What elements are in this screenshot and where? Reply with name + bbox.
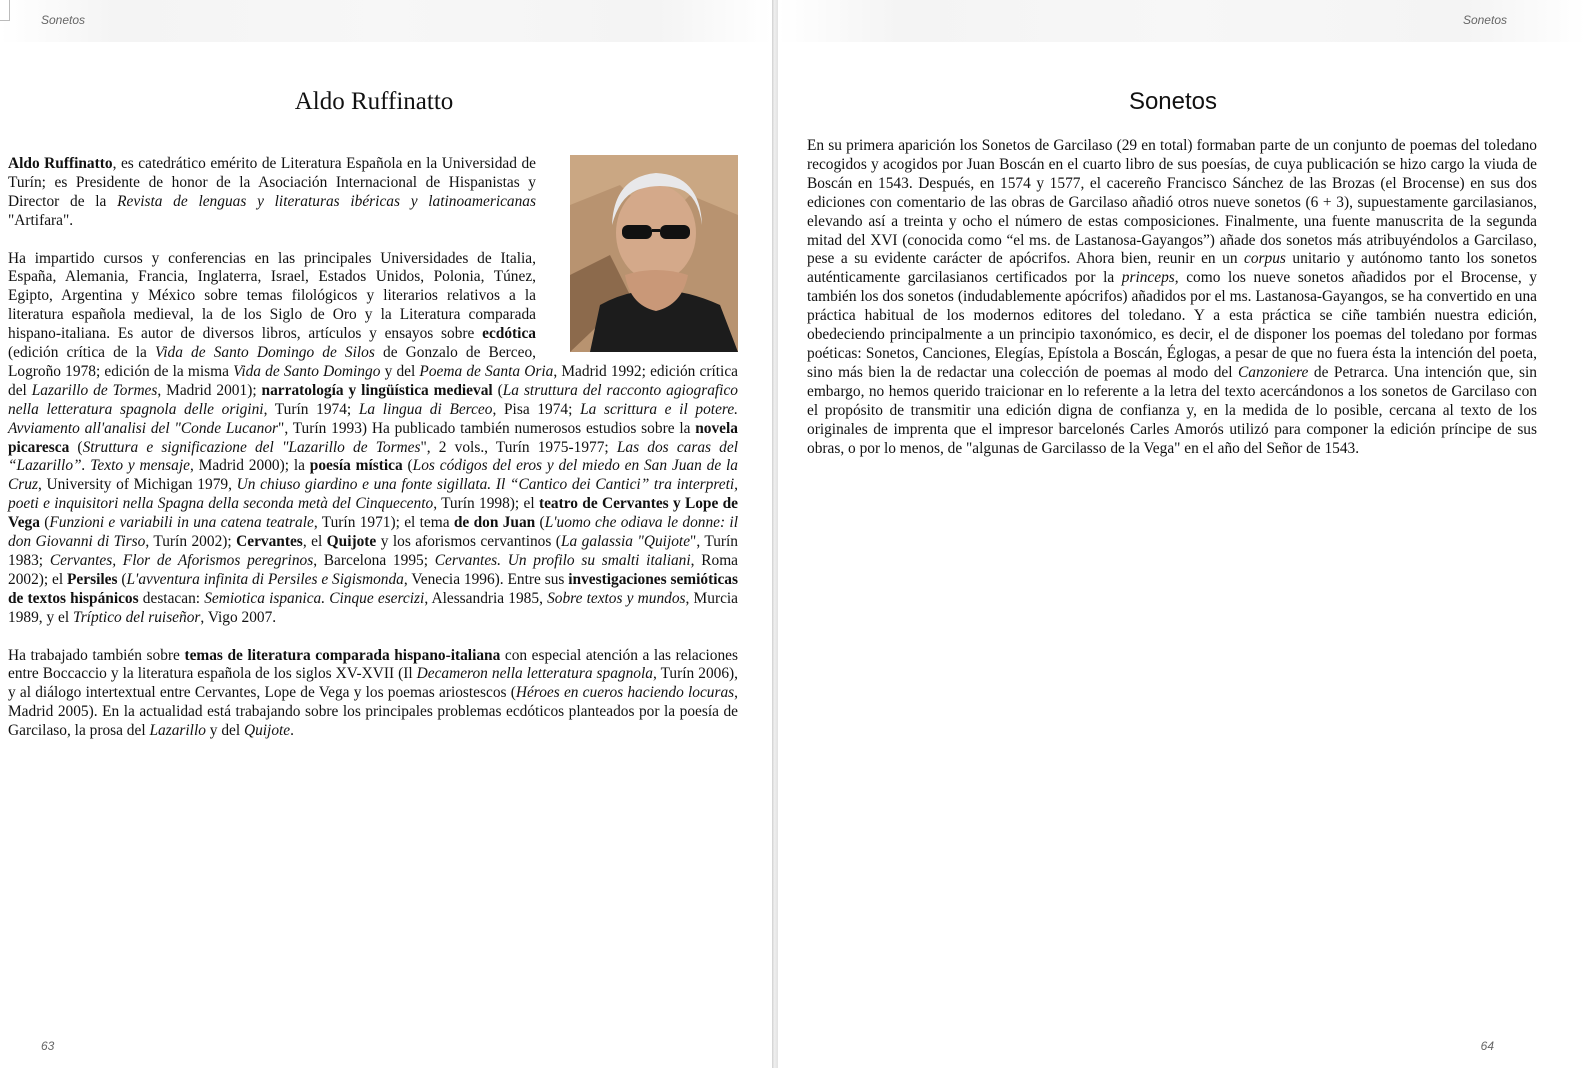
text-run: ( (492, 381, 503, 399)
italic-text: La scrittura e il potere. Avviamento all'analisi del "Conde Lucanor (8, 400, 739, 437)
body-paragraph (8, 647, 738, 742)
text-run: , Roma 2002); el (8, 552, 738, 588)
italic-text: Cervantes, Flor de Aforismos peregrinos (49, 552, 314, 570)
author-portrait-photo (570, 155, 738, 352)
page-title: Aldo Ruffinatto (294, 88, 454, 115)
italic-text: Las dos caras del “Lazarillo”. Texto y mensaje (8, 438, 738, 475)
italic-text: Un chiuso giardino e una fonte sigillata. Il “Cantico dei Cantici” tra interpreti, poeti e inquisitori nella Spagna della seconda metà del Cinquecento (8, 476, 738, 513)
italic-text: L'avventura infinita di Persiles e Sigismonda (126, 570, 404, 588)
bold-text: Persiles (67, 570, 118, 588)
text-run: , University of Michigan 1979, (37, 476, 237, 494)
text-run: "Artifara". (8, 211, 74, 229)
text-run: y del (380, 362, 420, 380)
text-run: y los aforismos cervantinos ( (376, 533, 561, 551)
sonnets-introduction (807, 137, 1537, 458)
bold-text: Quijote (326, 533, 377, 551)
text-run: ( (39, 514, 50, 532)
text-run: ", Turín 1993) Ha publicado también numerosos estudios sobre la (278, 419, 696, 437)
author-biography (8, 155, 738, 741)
italic-text: princeps (1121, 269, 1175, 287)
text-run: . (290, 722, 294, 740)
bold-text: poesía mística (309, 457, 403, 475)
text-run: (edición crítica de la (8, 344, 155, 362)
italic-text: Funzioni e variabili in una catena teatrale (49, 514, 314, 532)
text-run: ( (535, 514, 545, 532)
italic-text: Struttura e significazione del "Lazarillo de Tormes (82, 438, 421, 456)
text-run: ( (402, 457, 413, 475)
italic-text: Poema de Santa Oria (419, 362, 554, 380)
text-run: En su primera aparición los Sonetos de Garcilaso (29 en total) formaban parte de un conjunto de poemas del toledano recogidos y acogidos por Juan Boscán en el cuarto libro de sus poesías, de cuya publicación se hizo cargo la viuda de Boscán en 1543. Después, en 1574 y 1577, el cacereño Francisco Sánchez de las Brozas (el Brocense) en sus dos ediciones con comentario de las obras de Garcilaso añadió otros nueve sonetos (6 + 3), supuestamente garcilasianos, elevando así a treinta y ocho el número de estas composiciones. Finalmente, una fuente manuscrita de la segunda mitad del XVI (conocida como “el ms. de Lastanosa-Gayangos”) añade dos sonetos más atribuyéndolos a Garcilaso, pese a su evidente carácter de apócrifos. Ahora bien, reunir en un (807, 137, 1537, 268)
text-run: , Turín 1971); el tema (313, 514, 454, 532)
text-run: ( (69, 438, 83, 456)
text-run: Ha impartido cursos y conferencias en las principales Universidades de Italia, España, Alemania, Francia, Inglaterra, Israel, Estados Unidos, Polonia, Túnez, Egipto, Argentina y México sobre temas filológicos y literarios relativos a la literatura española medieval, la de los Siglo de Oro y la Literatura comparada hispano-italiana. Es autor de diversos libros, artículos y ensayos sobre (8, 249, 536, 343)
bold-text: de don Juan (453, 514, 536, 532)
text-run: , Barcelona 1995; (313, 552, 435, 570)
text-run: , Madrid 2001); (157, 381, 262, 399)
text-run: , es catedrático emérito de Literatura Española en la Universidad de Turín; es Presidente de honor de la Asociación Internacional de Hispanistas y Director de la (8, 155, 536, 210)
italic-text: Vida de Santo Domingo de Silos (155, 344, 375, 362)
left-page (0, 0, 772, 1068)
bold-text: novela picaresca (8, 419, 738, 456)
right-page (778, 0, 1586, 1068)
italic-text: Decameron nella letteratura spagnola (416, 665, 653, 683)
body-paragraph (807, 137, 1537, 458)
bold-text: narratología y lingüística medieval (261, 381, 493, 399)
running-head: Sonetos (1462, 13, 1507, 27)
page-title: Sonetos (1128, 88, 1218, 115)
bold-text: investigaciones semióticas de textos hispánicos (8, 570, 738, 607)
text-run: , Venecia 1996). Entre sus (403, 570, 569, 588)
italic-text: Lazarillo (149, 722, 206, 740)
text-run: , Madrid 1992; edición crítica del (8, 362, 738, 399)
italic-text: Canzoniere (1238, 363, 1309, 381)
text-run: , Madrid 2000); la (189, 457, 310, 475)
italic-text: Revista de lenguas y literaturas ibéricas y latinoamericanas (117, 192, 536, 210)
text-run: , Pisa 1974; (492, 400, 581, 418)
text-run: , Alessandria 1985, (424, 589, 548, 607)
text-run: con especial atención a las relaciones entre Boccaccio y la literatura española de los siglos XV-XVII (Il (8, 646, 738, 683)
text-run: de Petrarca. Una intención que, sin embargo, no hemos querido traicionar en lo referente a la letra del texto acercándonos a los sonetos de Garcilaso con el propósito de transmitir una edición digna de confianza y, en la medida de lo posible, cercana al texto de los originales de imprenta que el impresor barcelonés Carles Amorós utilizó para componer la edición príncipe de sus obras, o por lo menos, de "algunas de Garcilasso de la Vega" en el año del Señor de 1543. (807, 363, 1537, 457)
italic-text: L'uomo che odiava le donne: il don Giovanni di Tirso (8, 514, 738, 551)
text-run: , Turín 2006), y al diálogo intertextual entre Cervantes, Lope de Vega y los poemas ariostescos ( (8, 665, 739, 702)
text-run: ( (117, 570, 127, 588)
text-run: y del (205, 722, 244, 740)
page-footer (0, 1026, 772, 1068)
italic-text: Semiotica ispanica. Cinque esercizi (204, 589, 425, 607)
bold-text: temas de literatura comparada hispano-italiana (184, 646, 501, 664)
italic-text: La lingua di Berceo (358, 400, 493, 418)
italic-text: La struttura del racconto agiografico nella letteratura spagnola delle origini (8, 381, 738, 418)
text-run: de Gonzalo de Berceo, Logroño 1978; edición de la misma (8, 344, 536, 380)
italic-text: Héroes en cueros haciendo locuras (515, 684, 735, 702)
text-run: unitario y autónomo tanto los sonetos auténticamente garcilasianos certificados por la (807, 250, 1537, 287)
text-run: Ha trabajado también sobre (8, 646, 185, 664)
italic-text: Quijote (243, 722, 291, 740)
italic-text: Sobre textos y mundos (547, 589, 686, 607)
text-run: ", Turín 1983; (8, 533, 739, 570)
text-run: , Vigo 2007. (200, 608, 277, 626)
bold-text: ecdótica (482, 325, 536, 343)
italic-text: corpus (1244, 250, 1286, 268)
text-run: destacan: (138, 589, 205, 607)
bold-text: Cervantes (236, 533, 303, 551)
text-run: , Turín 1998); el (433, 495, 539, 513)
italic-text: La galassia "Quijote (560, 533, 691, 551)
italic-text: Tríptico del ruiseñor (72, 608, 201, 626)
text-run: ", 2 vols., Turín 1975-1977; (420, 438, 617, 456)
page-corner-tab[interactable] (0, 0, 10, 21)
text-run: , Murcia 1989, y el (8, 589, 739, 626)
text-run: , Turín 2002); (145, 533, 237, 551)
page-number: 64 (1480, 1039, 1494, 1053)
bold-text: teatro de Cervantes y Lope de Vega (8, 495, 739, 532)
text-run: , Madrid 2005). En la actualidad está trabajando sobre los principales problemas ecdóticos planteados por la poesía de Garcilaso, la prosa del (8, 684, 738, 740)
bold-text: Aldo Ruffinatto (8, 155, 113, 172)
text-run: , el (302, 533, 327, 551)
text-run: , como los nueve sonetos añadidos por el Brocense, y también los dos sonetos (indudablemente apócrifos) añadidos por el ms. Lastanosa-Gayangos, se ha convertido en una práctica habitual de los modernos editores del toledano. Y a esta práctica se ciñe también nuestra edición, obedeciendo principalmente a un principio taxonómico, es decir, el de disponer los poemas del toledano por formas poéticas: Sonetos, Canciones, Elegías, Epístola a Boscán, Églogas, a pesar de que no fuera ésta la intención del poeta, sino más bien la de redactar una colección de poemas al modo del (807, 269, 1537, 381)
page-number: 63 (41, 1039, 55, 1053)
italic-text: Lazarillo de Tormes (31, 381, 158, 399)
italic-text: Cervantes. Un profilo su smalti italiani (434, 552, 691, 570)
italic-text: Los códigos del eros y del miedo en San Juan de la Cruz (8, 457, 738, 494)
running-head: Sonetos (41, 13, 86, 27)
page-header (0, 0, 772, 42)
text-run: , Turín 1974; (263, 400, 359, 418)
italic-text: Vida de Santo Domingo (233, 362, 381, 380)
